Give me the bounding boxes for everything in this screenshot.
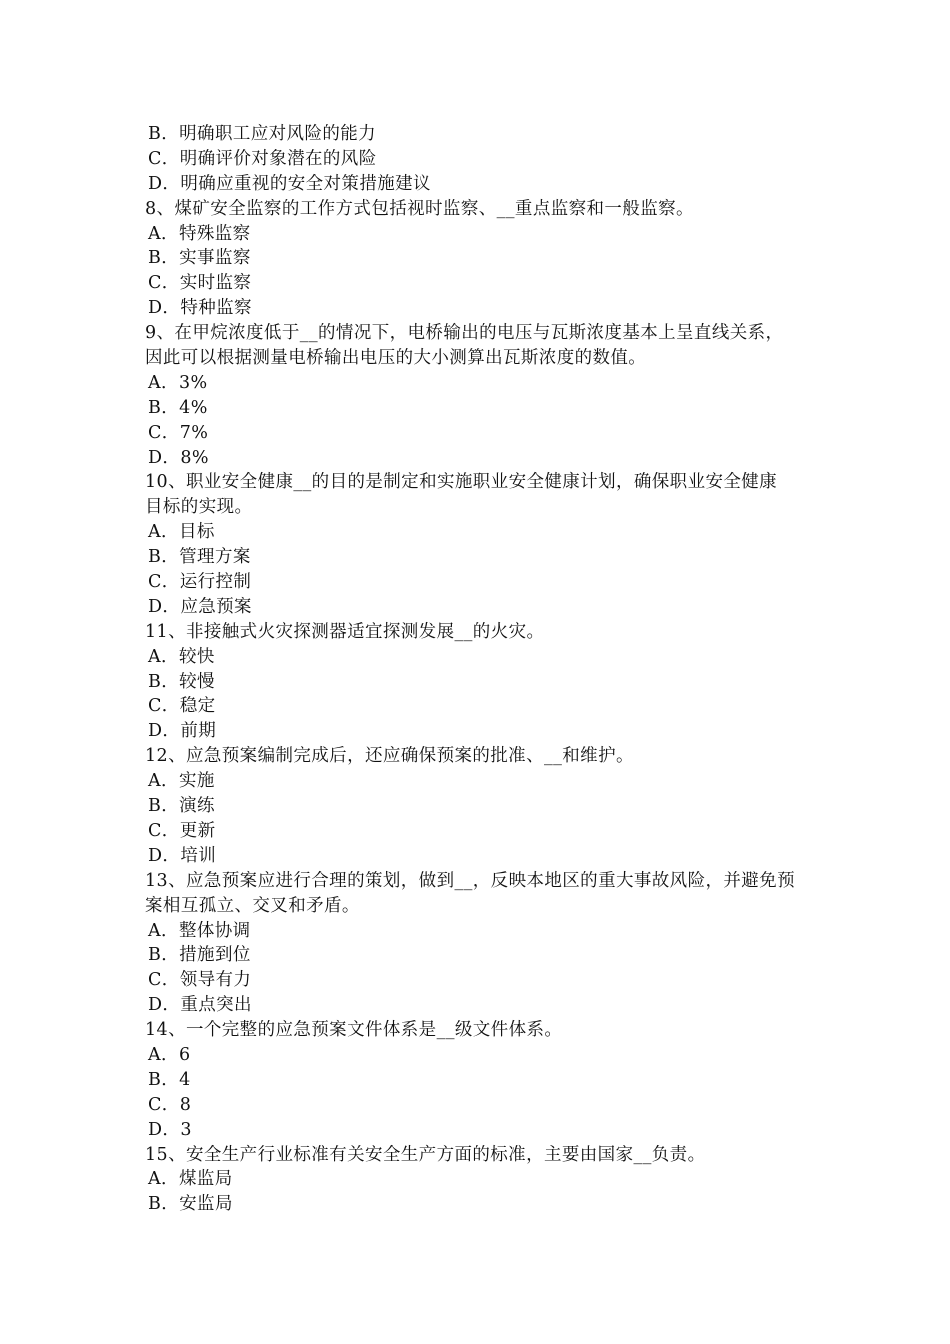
answer-option: D．特种监察 (148, 298, 252, 319)
answer-option: B．较慢 (148, 671, 215, 692)
answer-option: A．3% (148, 372, 208, 393)
answer-option: D．应急预案 (148, 596, 252, 617)
answer-option: B．演练 (148, 796, 215, 817)
question-text-line: 8、煤矿安全监察的工作方式包括视时监察、__重点监察和一般监察。 (145, 198, 694, 219)
answer-option: C．稳定 (148, 696, 216, 717)
question-text-line: 因此可以根据测量电桥输出电压的大小测算出瓦斯浓度的数值。 (145, 348, 647, 369)
question-text-line: 14、一个完整的应急预案文件体系是__级文件体系。 (145, 1020, 563, 1041)
question-text-line: 12、应急预案编制完成后，还应确保预案的批准、__和维护。 (145, 746, 634, 767)
answer-option: B．4% (148, 397, 208, 418)
answer-option: A．整体协调 (148, 920, 251, 941)
answer-option: D．重点突出 (148, 995, 252, 1016)
document-page-content (145, 122, 825, 1217)
answer-option: B．安监局 (148, 1194, 233, 1215)
question-text-line: 10、职业安全健康__的目的是制定和实施职业安全健康计划，确保职业安全健康 (145, 472, 778, 493)
answer-option: B．管理方案 (148, 547, 251, 568)
question-text-line: 11、非接触式火灾探测器适宜探测发展__的火灾。 (145, 621, 545, 642)
question-text-line: 13、应急预案应进行合理的策划，做到__，反映本地区的重大事故风险，并避免预 (145, 870, 795, 891)
answer-option: C．7% (148, 422, 209, 443)
answer-option: B．措施到位 (148, 945, 251, 966)
answer-option: D．3 (148, 1119, 192, 1140)
answer-option: C．更新 (148, 820, 216, 841)
answer-option: C．领导有力 (148, 970, 252, 991)
answer-option: A．6 (148, 1044, 191, 1065)
answer-option: D．前期 (148, 721, 217, 742)
answer-option: C．实时监察 (148, 273, 252, 294)
answer-option: B．实事监察 (148, 248, 251, 269)
question-text-line: 目标的实现。 (145, 497, 253, 518)
answer-option: A．特殊监察 (148, 223, 251, 244)
answer-option: B．4 (148, 1069, 191, 1090)
answer-option: A．煤监局 (148, 1169, 233, 1190)
question-text-line: 案相互孤立、交叉和矛盾。 (145, 895, 360, 916)
answer-option: D．培训 (148, 845, 217, 866)
answer-option: D．8% (148, 447, 209, 468)
answer-option: A．实施 (148, 771, 215, 792)
answer-option: C．运行控制 (148, 572, 252, 593)
answer-option: A．较快 (148, 646, 215, 667)
question-text-line: 15、安全生产行业标准有关安全生产方面的标准，主要由国家__负责。 (145, 1144, 706, 1165)
answer-option: C．明确评价对象潜在的风险 (148, 148, 377, 169)
answer-option: D．明确应重视的安全对策措施建议 (148, 173, 431, 194)
answer-option: C．8 (148, 1094, 192, 1115)
question-text-line: 9、在甲烷浓度低于__的情况下，电桥输出的电压与瓦斯浓度基本上呈直线关系， (145, 323, 784, 344)
answer-option: A．目标 (148, 522, 215, 543)
answer-option: B．明确职工应对风险的能力 (148, 124, 377, 144)
